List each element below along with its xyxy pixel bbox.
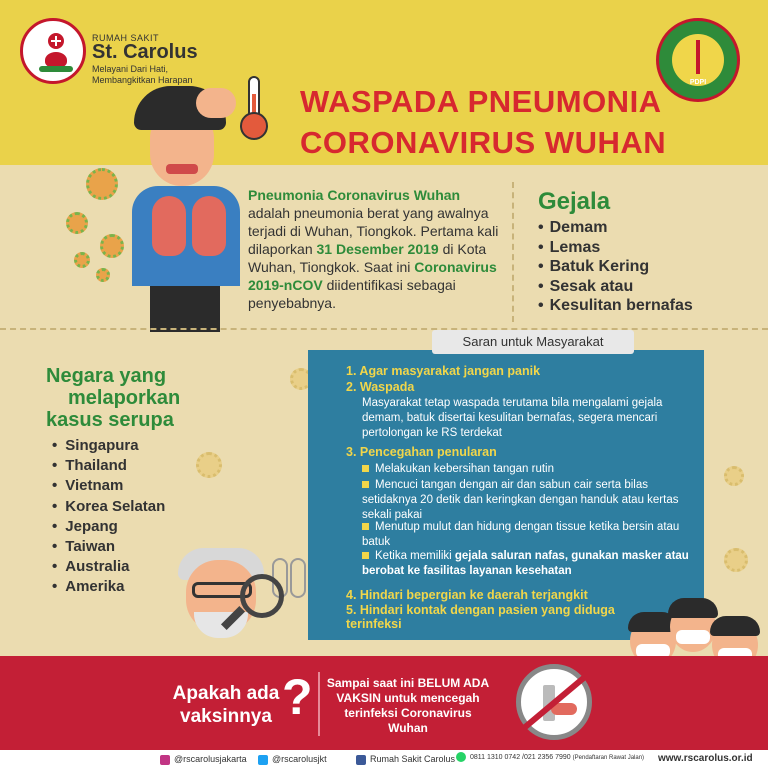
countries-title-line: Negara yang	[46, 365, 167, 387]
virus-icon	[86, 168, 118, 200]
boy-hand	[196, 88, 236, 118]
hospital-logo	[20, 18, 86, 84]
country-item: • Amerika	[52, 577, 222, 597]
hospital-tagline-1: Melayani Dari Hati,	[92, 64, 169, 74]
facebook-link[interactable]: Rumah Sakit Carolus	[356, 754, 455, 765]
facebook-icon	[356, 755, 366, 765]
question-mark-icon: ?	[282, 669, 313, 725]
boy-legs	[150, 286, 220, 332]
symptoms-title: Gejala	[538, 188, 611, 215]
country-item: • Jepang	[52, 517, 222, 537]
title-line-1: WASPADA PNEUMONIA	[300, 84, 662, 119]
twitter-icon	[258, 755, 268, 765]
mask-icon	[676, 630, 710, 644]
advice-sub-item: Ketika memiliki gejala saluran nafas, gunakan masker atau berobat ke fasilitas layanan kesehatan	[362, 550, 689, 577]
whatsapp-icon	[456, 752, 466, 762]
no-vaccine-icon	[516, 664, 592, 740]
caduceus-icon	[696, 40, 700, 74]
symptom-item: • Lemas	[538, 238, 758, 258]
website-link[interactable]: www.rscarolus.or.id	[658, 753, 753, 764]
person-hair	[668, 598, 718, 618]
virus-icon	[100, 234, 124, 258]
hospital-label: RUMAH SAKIT	[92, 33, 160, 43]
symptom-item: • Batuk Kering	[538, 257, 758, 277]
whatsapp-link[interactable]: 0811 1310 0742 /021 2356 7990 (Pendaftaran Rawat Jalan)	[456, 752, 644, 762]
divider	[512, 182, 514, 322]
virus-icon	[724, 466, 744, 486]
advice-item-1: 1. Agar masyarakat jangan panik	[346, 364, 541, 378]
vaccine-answer: Sampai saat ini BELUM ADA VAKSIN untuk mencegah terinfeksi Coronavirus Wuhan	[326, 676, 490, 735]
country-item: • Singapura	[52, 436, 222, 456]
thermometer-icon	[236, 76, 272, 140]
divider	[0, 328, 768, 330]
countries-title-line: kasus serupa	[46, 409, 174, 431]
country-item: • Thailand	[52, 456, 222, 476]
virus-icon	[74, 252, 90, 268]
person-hair	[710, 616, 760, 636]
virus-icon	[66, 212, 88, 234]
intro-text: adalah pneumonia berat yang awalnya terjadi di Wuhan, Tiongkok. Pertama kali dilaporkan	[248, 205, 499, 257]
magnifier-icon	[240, 574, 284, 618]
intro-paragraph	[248, 186, 504, 312]
lung-icon	[192, 196, 226, 256]
boy-mouth	[166, 164, 198, 174]
advice-item-3: 3. Pencegahan penularan	[346, 445, 497, 459]
advice-title: Saran untuk Masyarakat	[432, 330, 634, 354]
advice-sub-item: Menutup mulut dan hidung dengan tissue ketika bersin atau batuk	[362, 521, 680, 548]
virus-icon	[724, 548, 748, 572]
country-item: • Australia	[52, 557, 222, 577]
advice-item-2-text: Masyarakat tetap waspada terutama bila mengalami gejala demam, batuk disertai kesulitan bernafas, segera mencari pertolongan ke RS terdekat	[362, 397, 663, 439]
divider	[318, 672, 320, 736]
virus-icon	[96, 268, 110, 282]
advice-sub-item: Mencuci tangan dengan air dan sabun cair serta bilas setidaknya 20 detik dan keringkan dengan handuk atau kertas sekali pakai	[362, 479, 679, 521]
intro-virus-name: Coronavirus 2019-nCOV	[248, 259, 497, 293]
symptom-item: • Demam	[538, 218, 758, 238]
hospital-tagline-2: Membangkitkan Harapan	[92, 75, 193, 85]
leaf-icon	[39, 66, 73, 72]
advice-item-4: 4. Hindari bepergian ke daerah terjangkit	[346, 588, 588, 602]
country-item: • Korea Selatan	[52, 497, 222, 517]
intro-date: 31 Desember 2019	[316, 241, 439, 257]
intro-text: di Kota Wuhan, Tiongkok. Saat ini	[248, 241, 487, 275]
country-item: • Vietnam	[52, 476, 222, 496]
symptom-item: • Kesulitan bernafas	[538, 296, 758, 316]
hospital-name: St. Carolus	[92, 41, 198, 63]
twitter-link[interactable]: @rscarolusjkt	[258, 754, 327, 765]
intro-text: diidentifikasi sebagai penyebabnya.	[248, 277, 456, 311]
countries-title-line: melaporkan	[68, 387, 181, 409]
countries-title	[46, 365, 226, 431]
instagram-link[interactable]: @rscarolusjakarta	[160, 754, 247, 765]
symptoms-list	[538, 218, 758, 316]
lung-icon	[152, 196, 186, 256]
advice-item-5: 5. Hindari kontak dengan pasien yang diduga terinfeksi	[346, 603, 615, 631]
advice-sub-item: Melakukan kebersihan tangan rutin	[362, 462, 692, 477]
cross-icon	[48, 33, 64, 49]
title-line-2: CORONAVIRUS WUHAN	[300, 125, 667, 160]
symptom-item: • Sesak atau	[538, 277, 758, 297]
vaccine-question: Apakah ada vaksinnya	[172, 683, 280, 727]
advice-item-2: 2. Waspada	[346, 380, 415, 394]
country-item: • Taiwan	[52, 537, 222, 557]
instagram-icon	[160, 755, 170, 765]
pdpi-label: PDPI	[689, 79, 707, 86]
intro-highlight: Pneumonia Coronavirus Wuhan	[248, 187, 461, 203]
